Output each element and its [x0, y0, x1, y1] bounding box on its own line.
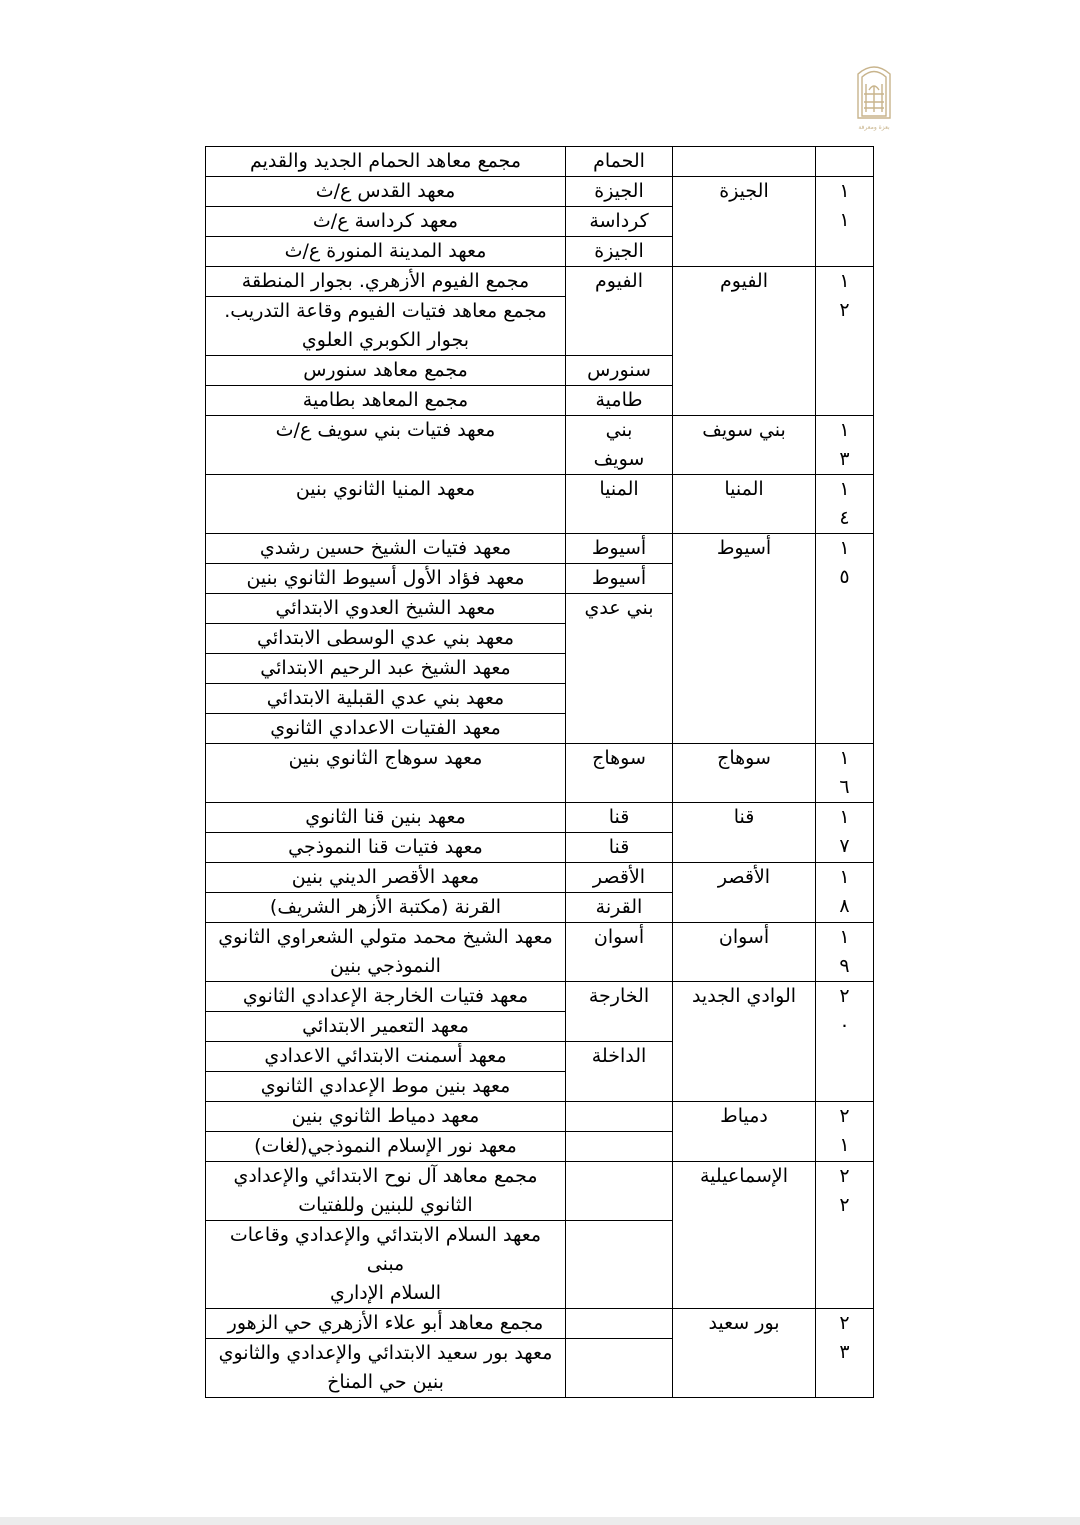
table-row — [206, 1162, 874, 1221]
row-number: ١ ٥ — [816, 534, 874, 744]
area-cell: بني سويف — [566, 416, 673, 475]
governorate-cell: الجيزة — [673, 177, 816, 267]
institute-cell: معهد الفتيات الاعدادي الثانوي — [206, 714, 566, 744]
area-cell: الجيزة — [566, 177, 673, 207]
institute-cell: معهد نور الإسلام النموذجي(لغات) — [206, 1132, 566, 1162]
area-cell — [566, 1339, 673, 1398]
institute-cell: معهد سوهاج الثانوي بنين — [206, 744, 566, 803]
institute-cell: معهد بنين موط الإعدادي الثانوي — [206, 1072, 566, 1102]
area-cell: بني عدي — [566, 594, 673, 744]
area-cell: المنيا — [566, 475, 673, 534]
area-cell: الخارجة — [566, 982, 673, 1042]
institute-cell: معهد بور سعيد الابتدائي والإعدادي والثانوي بنين حي المناخ — [206, 1339, 566, 1398]
row-number: ١ ٤ — [816, 475, 874, 534]
area-cell: أسيوط — [566, 534, 673, 564]
governorate-cell — [673, 147, 816, 177]
table-row — [206, 863, 874, 893]
svg-text:بعزة ومعرفة: بعزة ومعرفة — [858, 124, 890, 131]
institute-cell: معهد فؤاد الأول أسيوط الثانوي بنين — [206, 564, 566, 594]
institute-cell: معهد فتيات الخارجة الإعدادي الثانوي — [206, 982, 566, 1012]
institute-cell: معهد الشيخ عبد الرحيم الابتدائي — [206, 654, 566, 684]
institute-cell: مجمع معاهد آل نوح الابتدائي والإعدادي الثانوي للبنين وللفتيات — [206, 1162, 566, 1221]
institute-cell: مجمع المعاهد بطامية — [206, 386, 566, 416]
institute-cell: معهد المدينة المنورة ع/ث — [206, 237, 566, 267]
table-row — [206, 1309, 874, 1339]
area-cell: قنا — [566, 833, 673, 863]
area-cell: أسيوط — [566, 564, 673, 594]
area-cell: الفيوم — [566, 267, 673, 356]
row-number: ١ ٧ — [816, 803, 874, 863]
institutes-table — [205, 146, 874, 1398]
area-cell: القرنة — [566, 893, 673, 923]
institute-cell: معهد القدس ع/ث — [206, 177, 566, 207]
institute-cell: معهد السلام الابتدائي والإعدادي وقاعات مبنى السلام الإداري — [206, 1221, 566, 1309]
row-number: ١ ٨ — [816, 863, 874, 923]
institute-cell: معهد الشيخ العدوي الابتدائي — [206, 594, 566, 624]
governorate-cell: الفيوم — [673, 267, 816, 416]
table-row — [206, 744, 874, 803]
governorate-cell: المنيا — [673, 475, 816, 534]
institute-cell: معهد فتيات الشيخ حسين رشدي — [206, 534, 566, 564]
azhar-logo — [852, 60, 896, 132]
table-row — [206, 982, 874, 1012]
area-cell: الجيزة — [566, 237, 673, 267]
row-number: ٢ ٢ — [816, 1162, 874, 1309]
institute-cell: مجمع معاهد فتيات الفيوم وقاعة التدريب. بجوار الكوبري العلوي — [206, 297, 566, 356]
institute-cell: معهد المنيا الثانوي بنين — [206, 475, 566, 534]
table-row — [206, 267, 874, 297]
area-cell: أسوان — [566, 923, 673, 982]
institute-cell: معهد بني عدي الوسطى الابتدائي — [206, 624, 566, 654]
area-cell: سنورس — [566, 356, 673, 386]
institute-cell: معهد الشيخ محمد متولي الشعراوي الثانوي النموذجي بنين — [206, 923, 566, 982]
table-row — [206, 147, 874, 177]
governorate-cell: دمياط — [673, 1102, 816, 1162]
table-row — [206, 177, 874, 207]
row-number: ١ ٣ — [816, 416, 874, 475]
institute-cell: معهد الأقصر الديني بنين — [206, 863, 566, 893]
institute-cell: معهد كرداسة ع/ث — [206, 207, 566, 237]
institute-cell: معهد بني عدي القبلية الابتدائي — [206, 684, 566, 714]
governorate-cell: قنا — [673, 803, 816, 863]
governorate-cell: الإسماعيلية — [673, 1162, 816, 1309]
governorate-cell: الوادي الجديد — [673, 982, 816, 1102]
row-number: ٢ ٠ — [816, 982, 874, 1102]
table-row — [206, 534, 874, 564]
institute-cell: القرنة (مكتبة الأزهر الشريف) — [206, 893, 566, 923]
institute-cell: معهد التعمير الابتدائي — [206, 1012, 566, 1042]
table-row — [206, 1102, 874, 1132]
area-cell: كرداسة — [566, 207, 673, 237]
row-number: ١ ٢ — [816, 267, 874, 416]
area-cell: الأقصر — [566, 863, 673, 893]
institute-cell: مجمع معاهد أبو علاء الأزهري حي الزهور — [206, 1309, 566, 1339]
row-number — [816, 147, 874, 177]
institute-cell: معهد فتيات قنا النموذجي — [206, 833, 566, 863]
area-cell — [566, 1102, 673, 1132]
governorate-cell: سوهاج — [673, 744, 816, 803]
institute-cell: معهد أسمنت الابتدائي الاعدادي — [206, 1042, 566, 1072]
area-cell: طامية — [566, 386, 673, 416]
governorate-cell: الأقصر — [673, 863, 816, 923]
institute-cell: مجمع الفيوم الأزهري. بجوار المنطقة — [206, 267, 566, 297]
institute-cell: معهد دمياط الثانوي بنين — [206, 1102, 566, 1132]
table-row — [206, 923, 874, 982]
governorate-cell: أسوان — [673, 923, 816, 982]
governorate-cell: أسيوط — [673, 534, 816, 744]
governorate-cell: بور سعيد — [673, 1309, 816, 1398]
area-cell: الداخلة — [566, 1042, 673, 1102]
row-number: ١ ١ — [816, 177, 874, 267]
area-cell: سوهاج — [566, 744, 673, 803]
governorate-cell: بني سويف — [673, 416, 816, 475]
area-cell — [566, 1309, 673, 1339]
row-number: ٢ ٣ — [816, 1309, 874, 1398]
row-number: ٢ ١ — [816, 1102, 874, 1162]
row-number: ١ ٦ — [816, 744, 874, 803]
institute-cell: معهد بنين قنا الثانوي — [206, 803, 566, 833]
row-number: ١ ٩ — [816, 923, 874, 982]
table-row — [206, 475, 874, 534]
table-row — [206, 416, 874, 475]
area-cell — [566, 1132, 673, 1162]
institute-cell: مجمع معاهد سنورس — [206, 356, 566, 386]
institute-cell: مجمع معاهد الحمام الجديد والقديم — [206, 147, 566, 177]
institute-cell: معهد فتيات بني سويف ع/ث — [206, 416, 566, 475]
area-cell — [566, 1162, 673, 1221]
area-cell — [566, 1221, 673, 1309]
page-bottom-strip — [0, 1517, 1080, 1525]
table-row — [206, 803, 874, 833]
area-cell: قنا — [566, 803, 673, 833]
area-cell: الحمام — [566, 147, 673, 177]
